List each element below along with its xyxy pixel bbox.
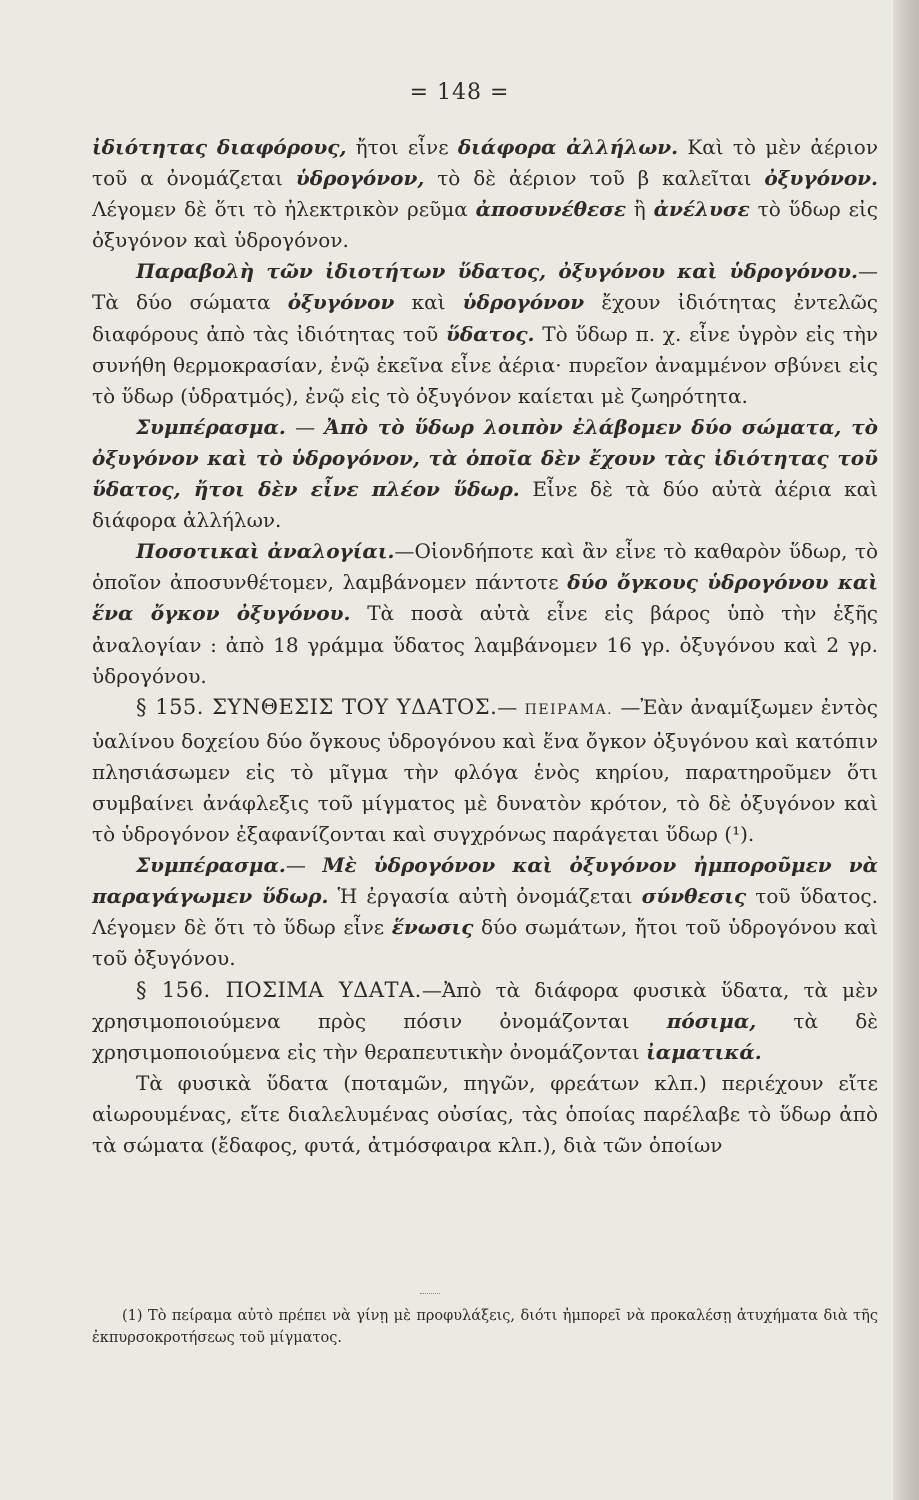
- emphasis: Ἀπὸ τὸ ὕδωρ λοιπὸν ἐλάβομεν δύο σώματα, τὸ ὀξυγόνον καὶ τὸ ὑδρογόνον, τὰ ὁποῖα δὲν ἔχουν τὰς ἰδιότητας τοῦ ὕδατος, ἤτοι δὲν εἶνε πλέον ὕδωρ.: [92, 414, 879, 502]
- emphasis: σύνθεσις: [641, 884, 747, 909]
- text: Καὶ τὸ μὲν ἀέριον τοῦ α ὀνομάζεται: [92, 135, 879, 191]
- footnote-text: (1) Τὸ πείραμα αὐτὸ πρέπει νὰ γίνῃ μὲ προφυλάξεις, διότι ἠμπορεῖ νὰ προκαλέσῃ ἀτυχήματα διὰ τῆς ἐκπυρσοκροτήσεως τοῦ μίγματος.: [92, 1308, 878, 1346]
- paragraph-4: [92, 536, 878, 691]
- emphasis: ἰαματικά.: [646, 1039, 762, 1064]
- section-heading: Συμπέρασμα.: [136, 853, 286, 878]
- experiment-label: ΠΕΙΡΑΜΑ.: [524, 701, 614, 718]
- text: ἔχουν ἰδιότητας ἐντελῶς διαφόρους ἀπὸ τὰς ἰδιότητας τοῦ: [92, 290, 879, 346]
- text: τὸ δὲ ἀέριον τοῦ β καλεῖται: [424, 166, 765, 191]
- emphasis: ἰδιότητας διαφόρους,: [92, 135, 347, 159]
- paragraph-8: [92, 1068, 878, 1161]
- page-number: = 148 =: [409, 80, 510, 105]
- adjacent-page-edge: [893, 0, 919, 1500]
- emphasis: Μὲ ὑδρογόνον καὶ ὀξυγόνον ἠμποροῦμεν νὰ παραγάγωμεν ὕδωρ.: [92, 853, 879, 909]
- text: —: [497, 694, 525, 719]
- paragraph-2: [92, 256, 878, 411]
- text: —: [285, 853, 323, 878]
- text: καὶ: [394, 290, 463, 315]
- text: Εἶνε δὲ τὰ δύο αὐτὰ ἀέρια καὶ διάφορα ἀλλήλων.: [92, 477, 878, 533]
- emphasis: δύο ὄγκους ὑδρογόνου καὶ ἕνα ὄγκον ὀξυγόνου.: [92, 570, 878, 626]
- paragraph-7: [92, 975, 878, 1068]
- emphasis: ἕνωσις: [391, 915, 474, 940]
- emphasis: ὑδρογόνον,: [295, 166, 425, 191]
- emphasis: ὑδρογόνον: [462, 290, 585, 315]
- emphasis: πόσιμα,: [666, 1008, 757, 1033]
- text: —: [285, 414, 325, 439]
- text: τὰ δὲ χρησιμοποιούμενα εἰς τὴν θεραπευτικὴν ὀνομάζονται: [92, 1008, 879, 1064]
- text: Τὰ ποσὰ αὐτὰ εἶνε εἰς βάρος ὑπὸ τὴν ἑξῆς ἀναλογίαν : ἀπὸ 18 γράμμα ὕδατος λαμβάνομεν 16 γρ. ὀξυγόνου καὶ 2 γρ. ὑδρογόνου.: [92, 601, 878, 688]
- footnote: [92, 1305, 878, 1349]
- section-number: § 156.: [136, 977, 211, 1002]
- emphasis: διάφορα ἀλλήλων.: [457, 135, 679, 159]
- text: — Τὰ δύο σώματα: [92, 259, 878, 315]
- paragraph-5: [92, 692, 878, 850]
- text: ἢ: [626, 197, 654, 222]
- footnote-separator: [420, 1293, 440, 1295]
- text: Τὸ ὕδωρ π. χ. εἶνε ὑγρὸν εἰς τὴν συνήθη θερμοκρασίαν, ἐνῷ ἐκεῖνα εἶνε ἀέρια· πυρεῖον ἀναμμένον σβύνει εἰς τὸ ὕδωρ (ὑδρατμός), ἐνῷ εἰς τὸ ὀξυγόνον καίεται μὲ ζωηρότητα.: [92, 321, 878, 408]
- section-title: ΠΟΣΙΜΑ ΥΔΑΤΑ.: [210, 977, 422, 1002]
- section-heading: Ποσοτικαὶ ἀναλογίαι.: [136, 539, 395, 564]
- section-heading: Παραβολὴ τῶν ἰδιοτήτων ὕδατος, ὀξυγόνου καὶ ὑδρογόνου.: [136, 259, 858, 284]
- text: —Ἀπὸ τὰ διάφορα φυσικὰ ὕδατα, τὰ μὲν χρησιμοποιούμενα πρὸς πόσιν ὀνομάζονται: [92, 977, 879, 1033]
- emphasis: ὀξυγόνον.: [764, 166, 879, 191]
- emphasis: ἀνέλυσε: [653, 197, 750, 222]
- text: τοῦ ὕδατος. Λέγομεν δὲ ὅτι τὸ ὕδωρ εἶνε: [92, 884, 878, 940]
- section-number: § 155.: [136, 694, 204, 719]
- section-title: ΣΥΝΘΕΣΙΣ ΤΟΥ ΥΔΑΤΟΣ.: [203, 694, 498, 719]
- emphasis: ὀξυγόνον: [287, 290, 395, 315]
- text: Τὰ φυσικὰ ὕδατα (ποταμῶν, πηγῶν, φρεάτων κλπ.) περιέχουν εἴτε αἰωρουμένας, εἴτε διαλελυμένας οὐσίας, τὰς ὁποίας παρέλαβε τὸ ὕδωρ ἀπὸ τὰ σώματα (ἔδαφος, φυτά, ἀτμόσφαιρα κλπ.), διὰ τῶν ὁποίων: [92, 1070, 878, 1157]
- body-text: [92, 132, 878, 1161]
- emphasis: ἀποσυνέθεσε: [475, 197, 627, 222]
- paragraph-1: [92, 132, 878, 256]
- text: τὸ ὕδωρ εἰς ὀξυγόνον καὶ ὑδρογόνον.: [92, 197, 878, 253]
- text: Ἡ ἐργασία αὐτὴ ὀνομάζεται: [328, 884, 642, 909]
- paragraph-3: [92, 412, 878, 536]
- text: δύο σωμάτων, ἤτοι τοῦ ὑδρογόνου καὶ τοῦ ὀξυγόνου.: [92, 915, 878, 971]
- text: —Ἐὰν ἀναμίξωμεν ἐντὸς ὑαλίνου δοχείου δύο ὄγκους ὑδρογόνου καὶ ἕνα ὄγκον ὀξυγόνου καὶ κατόπιν πλησιάσωμεν εἰς τὸ μῖγμα τὴν φλόγα ἑνὸς κηρίου, παρατηροῦμεν ὅτι συμβαίνει ἀνάφλεξις τοῦ μίγματος μὲ δυνατὸν κρότον, τὸ δὲ ὀξυγόνον καὶ τὸ ὑδρογόνον ἐξαφανίζονται καὶ συγχρόνως παράγεται ὕδωρ (¹).: [92, 694, 878, 847]
- section-heading: Συμπέρασμα.: [136, 414, 286, 439]
- paragraph-6: [92, 850, 878, 974]
- text: —Οἱονδήποτε καὶ ἂν εἶνε τὸ καθαρὸν ὕδωρ, τὸ ὁποῖον ἀποσυνθέτομεν, λαμβάνομεν πάντοτε: [92, 539, 878, 595]
- emphasis: ὕδατος.: [445, 321, 535, 346]
- text: ἤτοι εἶνε: [346, 135, 458, 159]
- text: Λέγομεν δὲ ὅτι τὸ ἠλεκτρικὸν ρεῦμα: [92, 197, 476, 222]
